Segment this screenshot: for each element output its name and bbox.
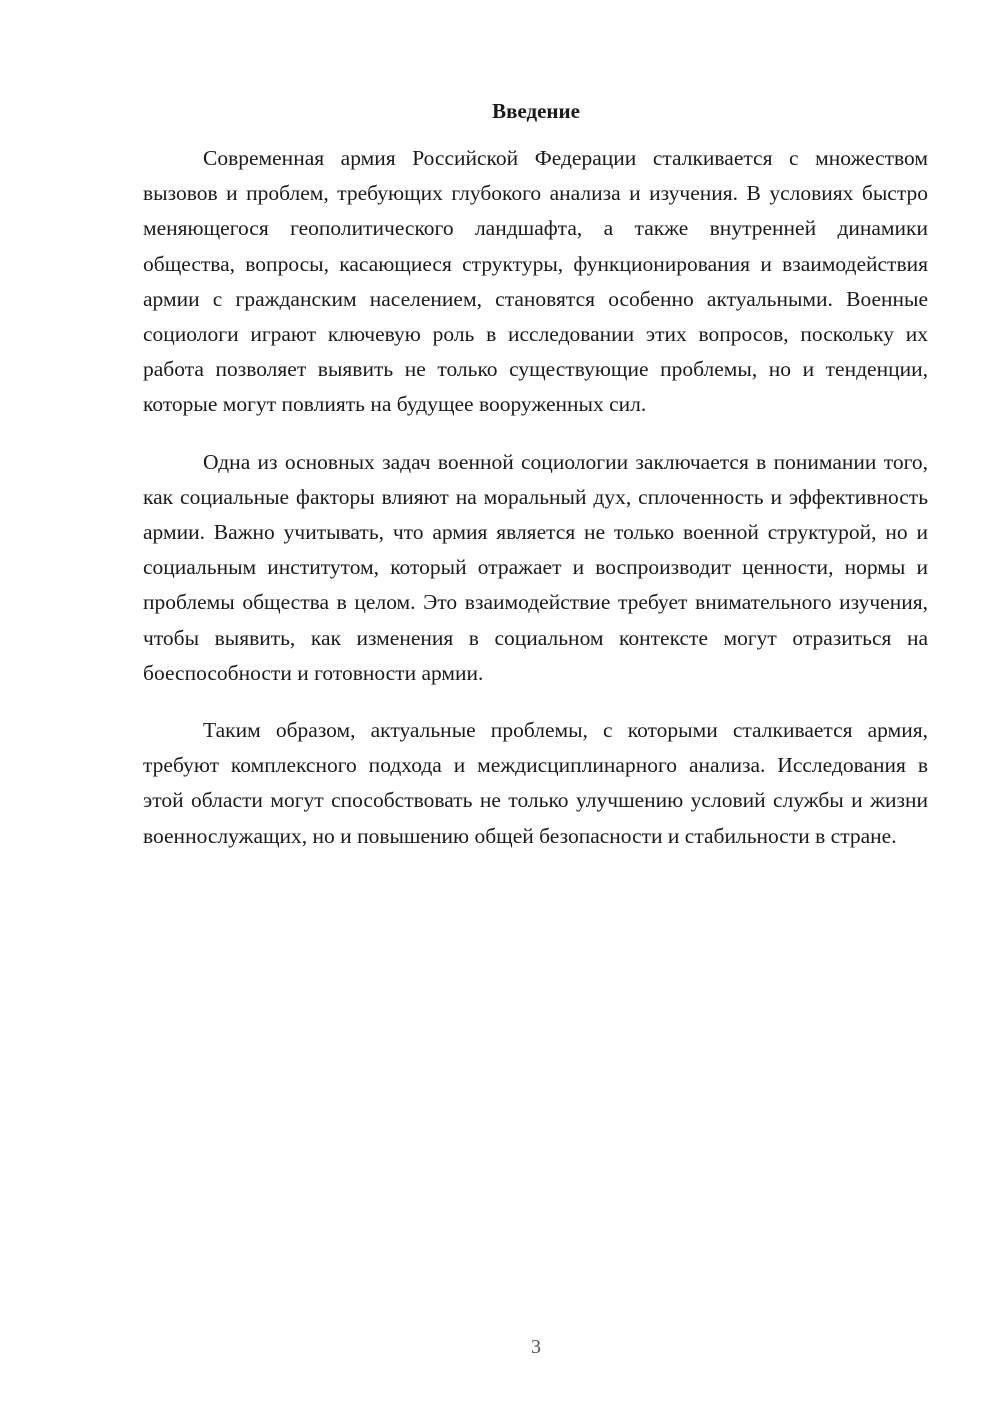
paragraph-3: Таким образом, актуальные проблемы, с которыми сталкивается армия, требуют комплексного подхода и междисциплинарного анализа. Исследования в этой области могут способствовать не только улучшению условий службы и жизни военнослужащих, но и повышению общей безопасности и стабильности в стране. [143, 718, 928, 848]
body-text [143, 141, 928, 876]
page-number: 3 [531, 1336, 541, 1358]
page-title: Введение [492, 99, 580, 123]
paragraph-1: Современная армия Российской Федерации сталкивается с множеством вызовов и проблем, требующих глубокого анализа и изучения. В условиях быстро меняющегося геополитического ландшафта, а также внутренней динамики общества, вопросы, касающиеся структуры, функционирования и взаимодействия армии с гражданским населением, становятся особенно актуальными. Военные социологи играют ключевую роль в исследовании этих вопросов, поскольку их работа позволяет выявить не только существующие проблемы, но и тенденции, которые могут повлиять на будущее вооруженных сил. [143, 146, 928, 417]
paragraph-2: Одна из основных задач военной социологии заключается в понимании того, как социальные факторы влияют на моральный дух, сплоченность и эффективность армии. Важно учитывать, что армия является не только военной структурой, но и социальным институтом, который отражает и воспроизводит ценности, нормы и проблемы общества в целом. Это взаимодействие требует внимательного изучения, чтобы выявить, как изменения в социальном контексте могут отразиться на боеспособности и готовности армии. [143, 449, 928, 685]
